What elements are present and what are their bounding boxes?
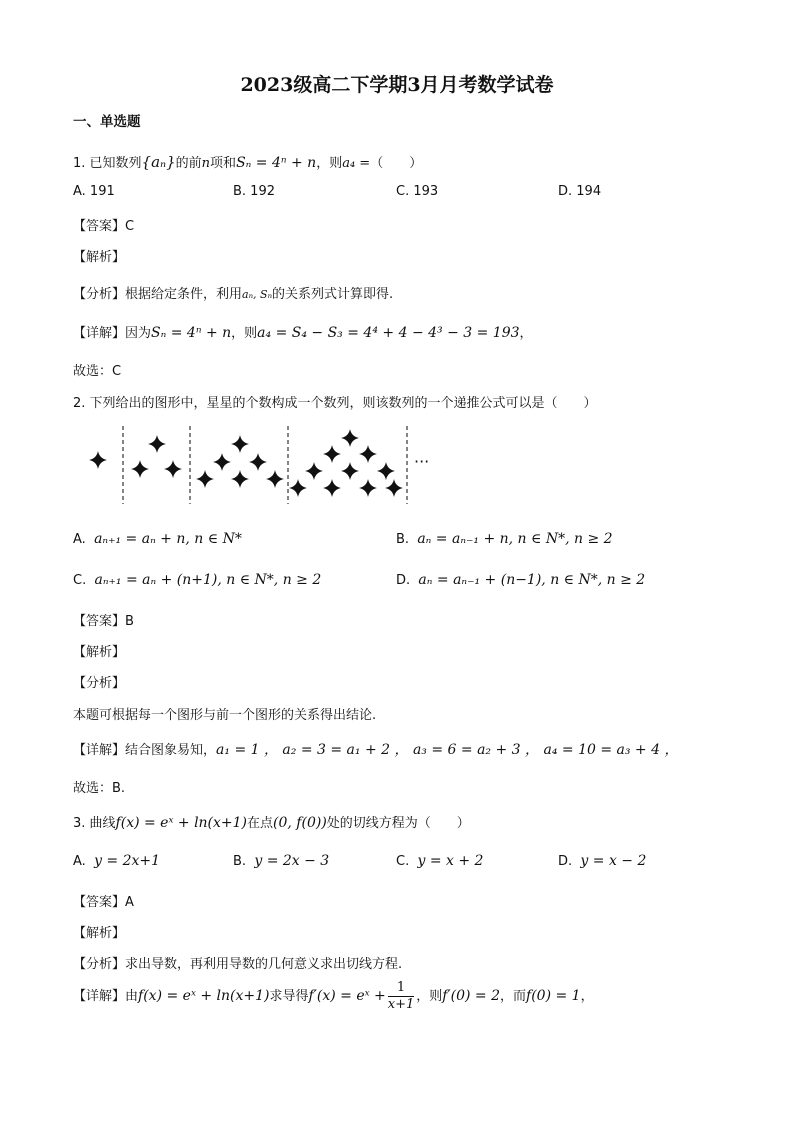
star-figure (80, 424, 440, 508)
q3-stem (73, 812, 470, 831)
q1-fenxi-tail: 的关系列式计算即得. (272, 287, 394, 302)
q1-stem (73, 152, 422, 171)
q3-fenxi-label: 【分析】 (73, 957, 126, 972)
q2-detail-text: 结合图象易知， (125, 743, 217, 758)
q3-option-a-label: A. (73, 854, 86, 869)
fraction-numerator: 1 (388, 980, 415, 997)
q2-choose: 故选：B. (73, 781, 126, 796)
q2-option-a-formula: aₙ₊₁ = aₙ + n, n ∈ N* (94, 531, 242, 547)
q2-option-b-label: B. (396, 532, 410, 547)
q3-detail-by: 由 (125, 989, 139, 1004)
q3-detail-f1: f(x) = eˣ + ln(x+1) (138, 988, 270, 1004)
star-icon (164, 460, 182, 478)
q2-option-d-formula: aₙ = aₙ₋₁ + (n−1), n ∈ N*, n ≥ 2 (418, 572, 646, 588)
q2-option-c-formula: aₙ₊₁ = aₙ + (n+1), n ∈ N*, n ≥ 2 (94, 572, 322, 588)
star-icon (341, 462, 359, 480)
q1-n: n (201, 156, 211, 171)
q2-option-b (396, 531, 613, 547)
q2-answer: 【答案】B (73, 614, 134, 629)
q3-option-a-formula: y = 2x+1 (94, 853, 161, 869)
q1-option-d: D. 194 (558, 184, 602, 199)
star-icon (341, 429, 359, 447)
q1-prefix: 1. 已知数列 (73, 156, 142, 171)
q3-option-b-label: B. (233, 854, 247, 869)
page-title: 2023级高二下学期3月月考数学试卷 (240, 74, 554, 96)
star-icon (231, 470, 249, 488)
q3-answer: 【答案】A (73, 895, 134, 910)
q2-option-c (73, 572, 321, 588)
q3-option-c-formula: y = x + 2 (417, 853, 484, 869)
q1-choose: 故选：C (73, 364, 122, 379)
q1-option-c: C. 193 (396, 184, 439, 199)
q2-option-a-label: A. (73, 532, 86, 547)
q1-option-b: B. 192 (233, 184, 275, 199)
q3-option-b-formula: y = 2x − 3 (254, 853, 330, 869)
q3-fenxi-text: 求出导数，再利用导数的几何意义求出切线方程. (125, 957, 403, 972)
q3-detail-mid: 求导得 (269, 989, 309, 1004)
q3-fraction (388, 980, 415, 1013)
q1-mid1: 的前 (175, 156, 202, 171)
q1-option-a: A. 191 (73, 184, 115, 199)
star-icon (323, 479, 341, 497)
q3-analysis: 【解析】 (73, 926, 126, 941)
q3-option-b (233, 853, 329, 869)
q3-option-c (396, 853, 483, 869)
figure-ellipsis: ··· (414, 452, 430, 471)
star-icon (196, 470, 214, 488)
q1-seq: {aₙ} (141, 153, 176, 171)
star-icon (359, 479, 377, 497)
q2-analysis: 【解析】 (73, 645, 126, 660)
q3-detail-f4: f(0) = 1 (526, 988, 581, 1004)
q1-detail-end: ， (519, 326, 533, 341)
q3-point: (0, f(0)) (273, 815, 327, 831)
q2-option-a (73, 531, 242, 547)
q1-fenxi-vars: aₙ, Sₙ (242, 288, 273, 301)
q2-option-d-label: D. (396, 573, 411, 588)
q2-fenxi: 【分析】 (73, 676, 126, 691)
q1-tail: ，则 (316, 156, 343, 171)
q1-a4: a₄ = (342, 156, 371, 171)
star-icon (385, 479, 403, 497)
q1-detail-label: 【详解】 (73, 326, 126, 341)
q2-detail-label: 【详解】 (73, 743, 126, 758)
q2-option-c-label: C. (73, 573, 87, 588)
q3-option-a (73, 853, 160, 869)
q3-curve: f(x) = eˣ + ln(x+1) (115, 815, 248, 831)
q1-answer: 【答案】C (73, 219, 135, 234)
q3-detail (73, 980, 594, 1013)
q3-detail-f3: f′(0) = 2 (442, 988, 501, 1004)
q1-detail-text2: ，则 (231, 326, 258, 341)
q3-detail-f2: f′(x) = eˣ + (308, 988, 386, 1004)
star-icon (148, 435, 166, 453)
q3-prefix: 3. 曲线 (73, 816, 116, 831)
q3-detail-label: 【详解】 (73, 989, 126, 1004)
star-icon (249, 453, 267, 471)
star-icon (377, 462, 395, 480)
q1-detail-text1: 因为 (125, 326, 152, 341)
q1-detail-f2: a₄ = S₄ − S₃ = 4⁴ + 4 − 4³ − 3 = 193 (257, 325, 520, 341)
q1-detail (73, 322, 533, 341)
q2-detail-formula: a₁ = 1 ， a₂ = 3 = a₁ + 2 ， a₃ = 6 = a₂ + 3 ， a₄ = 10 = a₃ + 4 ， (216, 742, 679, 758)
q1-analysis: 【解析】 (73, 250, 126, 265)
q1-paren: （ ） (370, 156, 423, 171)
fraction-denominator: x+1 (387, 997, 415, 1012)
star-icon (323, 445, 341, 463)
q1-fenxi (73, 283, 393, 302)
star-icon (89, 451, 107, 469)
q3-detail-end: ， (580, 989, 594, 1004)
q3-tail: 处的切线方程为（ ） (326, 816, 470, 831)
q1-formula: Sₙ = 4ⁿ + n (236, 155, 317, 171)
star-icon (266, 470, 284, 488)
star-icon (289, 479, 307, 497)
q1-detail-f1: Sₙ = 4ⁿ + n (151, 325, 232, 341)
q2-stem: 2. 下列给出的图形中，星星的个数构成一个数列，则该数列的一个递推公式可以是（ ） (73, 396, 597, 411)
q3-detail-and: ，而 (500, 989, 527, 1004)
q2-option-d (396, 572, 645, 588)
q3-option-c-label: C. (396, 854, 410, 869)
q1-fenxi-text: 根据给定条件，利用 (125, 287, 243, 302)
star-icon (213, 453, 231, 471)
q3-option-d-formula: y = x − 2 (580, 853, 647, 869)
star-icon (131, 460, 149, 478)
q3-mid: 在点 (247, 816, 274, 831)
star-icon (305, 462, 323, 480)
q2-fenxi-text: 本题可根据每一个图形与前一个图形的关系得出结论. (73, 708, 377, 723)
q1-mid2: 项和 (210, 156, 237, 171)
q3-option-d (558, 853, 646, 869)
q3-option-d-label: D. (558, 854, 573, 869)
section-heading: 一、单选题 (73, 114, 141, 130)
q3-detail-then: ，则 (416, 989, 443, 1004)
q2-option-b-formula: aₙ = aₙ₋₁ + n, n ∈ N*, n ≥ 2 (417, 531, 613, 547)
star-icon (231, 435, 249, 453)
star-icon (359, 445, 377, 463)
q2-detail (73, 739, 678, 759)
q3-fenxi (73, 953, 402, 972)
q1-fenxi-label: 【分析】 (73, 287, 126, 302)
